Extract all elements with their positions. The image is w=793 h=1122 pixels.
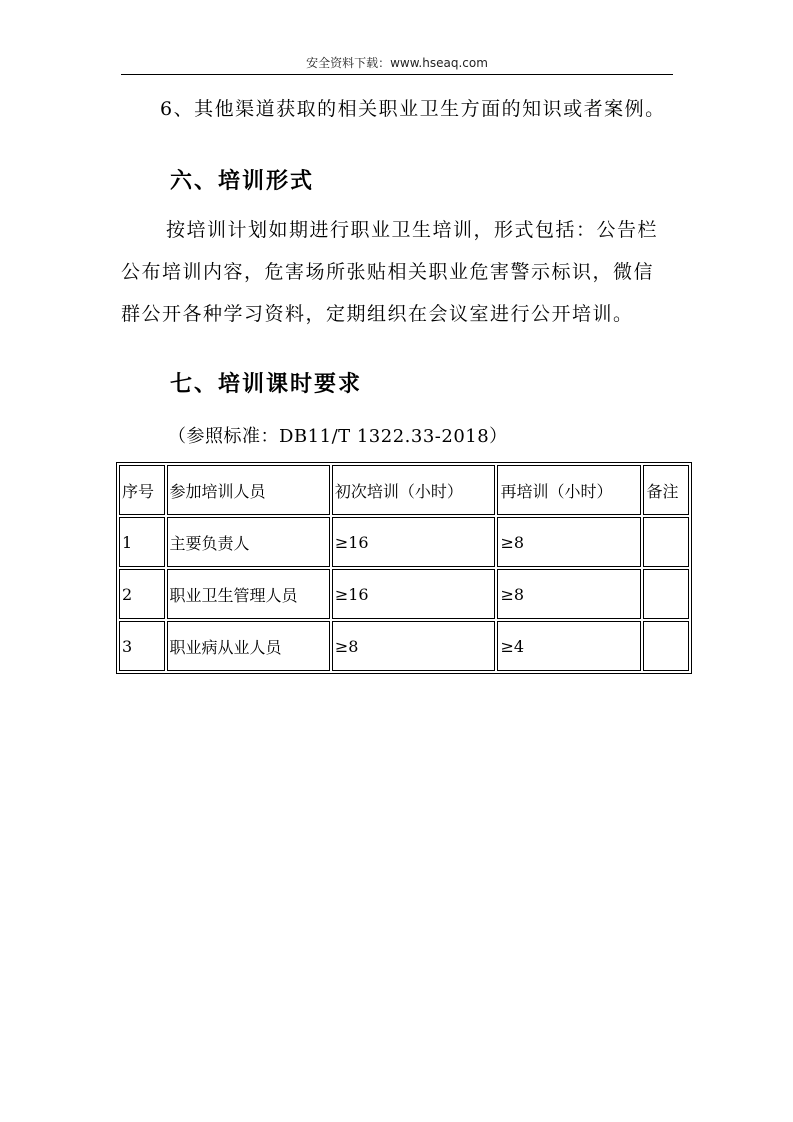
cell-initial-hours: ≥16 — [332, 569, 496, 619]
cell-retraining-hours: ≥8 — [497, 569, 641, 619]
cell-retraining-hours: ≥8 — [497, 517, 641, 567]
header-personnel: 参加培训人员 — [167, 465, 330, 515]
header-retraining: 再培训（小时） — [497, 465, 641, 515]
header-initial-training: 初次培训（小时） — [332, 465, 496, 515]
cell-personnel: 主要负责人 — [167, 517, 330, 567]
header-index: 序号 — [119, 465, 165, 515]
cell-index: 2 — [119, 569, 165, 619]
cell-retraining-hours: ≥4 — [497, 621, 641, 671]
header-divider — [121, 74, 673, 75]
training-hours-table — [116, 462, 692, 674]
cell-personnel: 职业卫生管理人员 — [167, 569, 330, 619]
section-7-heading: 七、培训课时要求 — [170, 372, 363, 397]
table-row — [119, 569, 689, 619]
section-6-line-3: 群公开各种学习资料，定期组织在会议室进行公开培训。 — [121, 303, 634, 325]
cell-index: 3 — [119, 621, 165, 671]
item-6-text: 6、其他渠道获取的相关职业卫生方面的知识或者案例。 — [160, 98, 666, 120]
section-6-line-2: 公布培训内容，危害场所张贴相关职业危害警示标识，微信 — [121, 261, 655, 283]
section-6-heading: 六、培训形式 — [170, 169, 315, 194]
table-row — [119, 517, 689, 567]
cell-remarks — [643, 569, 689, 619]
cell-initial-hours: ≥16 — [332, 517, 496, 567]
table-row — [119, 621, 689, 671]
cell-remarks — [643, 517, 689, 567]
cell-personnel: 职业病从业人员 — [167, 621, 330, 671]
table-header-row — [119, 465, 689, 515]
header-remarks: 备注 — [643, 465, 689, 515]
cell-index: 1 — [119, 517, 165, 567]
cell-initial-hours: ≥8 — [332, 621, 496, 671]
cell-remarks — [643, 621, 689, 671]
section-6-line-1: 按培训计划如期进行职业卫生培训，形式包括：公告栏 — [166, 219, 659, 241]
page-header: 安全资料下载：www.hseaq.com — [306, 56, 488, 70]
reference-standard: （参照标准：DB11/T 1322.33-2018） — [168, 426, 508, 447]
